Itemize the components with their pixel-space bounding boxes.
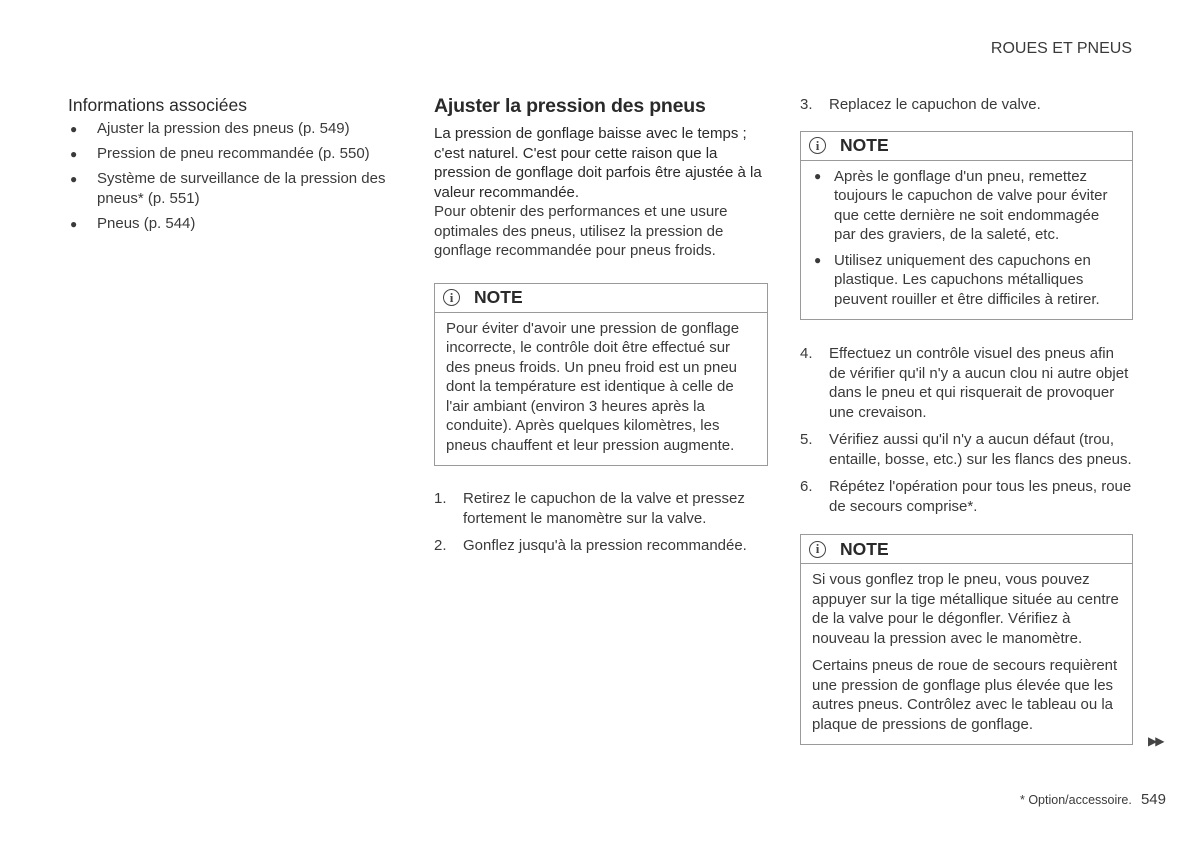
note-header bbox=[801, 132, 1132, 161]
step-item: 2. Gonflez jusqu'à la pression recommandée. bbox=[434, 537, 747, 554]
steps-list bbox=[434, 489, 768, 556]
bullet-icon: ● bbox=[70, 172, 78, 186]
body-paragraph: Pour obtenir des performances et une usure optimales des pneus, utilisez la pression de gonflage recommandée pour pneus froids. bbox=[434, 203, 728, 259]
page-title: Ajuster la pression des pneus bbox=[434, 95, 706, 117]
bullet-icon: ● bbox=[70, 147, 78, 161]
note-body bbox=[435, 313, 767, 466]
note-header bbox=[435, 284, 767, 313]
related-list bbox=[68, 119, 398, 234]
note-title: NOTE bbox=[840, 135, 889, 155]
right-column bbox=[800, 95, 1133, 745]
related-info-column bbox=[68, 95, 398, 239]
note-title: NOTE bbox=[474, 287, 523, 307]
bullet-icon: ● bbox=[70, 122, 78, 136]
main-column bbox=[434, 95, 768, 564]
note-text: Pour éviter d'avoir une pression de gonflage incorrecte, le contrôle doit être effectué sur des pneus froids. Un pneu froid est un pneu dont la température est identique à celle de l'air ambiant (environ 3 heures après la conduite). Après quelques kilomètres, les pneus chauffent et leur pression augmente. bbox=[446, 319, 740, 454]
note-header bbox=[801, 535, 1132, 564]
step-item: 5. Vérifiez aussi qu'il n'y a aucun défaut (trou, entaille, bosse, etc.) sur les flancs des pneus. bbox=[800, 431, 1132, 468]
step-item: 4. Effectuez un contrôle visuel des pneus afin de vérifier qu'il n'y a aucun clou ni autre objet dans le pneu et qui risquerait de provoquer une crevaison. bbox=[800, 345, 1129, 421]
note-list bbox=[812, 167, 1122, 310]
note-body bbox=[801, 564, 1132, 744]
lead-paragraph: La pression de gonflage baisse avec le temps ; c'est naturel. C'est pour cette raison que la pression de gonflage doit parfois être ajustée à la valeur recommandée. bbox=[434, 125, 762, 201]
page-number: 549 bbox=[1140, 791, 1166, 808]
note-text: Si vous gonflez trop le pneu, vous pouvez appuyer sur la tige métallique située au centre de la valve pour le dégonfler. Vérifiez à nouveau la pression avec le manomètre. bbox=[812, 571, 1119, 647]
double-arrow-right-icon: ▶▶ bbox=[1148, 734, 1163, 748]
note-box bbox=[800, 534, 1133, 745]
step-item: 3. Replacez le capuchon de valve. bbox=[800, 96, 1041, 113]
related-link[interactable]: ● Ajuster la pression des pneus (p. 549) bbox=[70, 120, 350, 137]
note-text: Certains pneus de roue de secours requièrent une pression de gonflage plus élevée que les autres pneus. Contrôlez avec le tableau ou la plaque de pressions de gonflage. bbox=[812, 657, 1118, 733]
note-box bbox=[434, 283, 768, 467]
note-body bbox=[801, 161, 1132, 320]
bullet-icon: ● bbox=[814, 168, 822, 183]
step-item: 1. Retirez le capuchon de la valve et pressez fortement le manomètre sur la valve. bbox=[434, 490, 745, 527]
note-title: NOTE bbox=[840, 538, 889, 559]
footnote: * Option/accessoire. bbox=[1020, 793, 1132, 807]
bullet-icon: ● bbox=[70, 217, 78, 231]
steps-list bbox=[800, 344, 1133, 516]
note-box bbox=[800, 131, 1133, 321]
related-link[interactable]: ● Pneus (p. 544) bbox=[70, 215, 196, 232]
steps-list bbox=[800, 95, 1133, 115]
related-heading: Informations associées bbox=[68, 95, 247, 115]
section-header: ROUES ET PNEUS bbox=[990, 40, 1132, 57]
info-icon: i bbox=[443, 289, 460, 306]
bullet-icon: ● bbox=[814, 252, 822, 267]
step-item: 6. Répétez l'opération pour tous les pneus, roue de secours comprise*. bbox=[800, 478, 1132, 515]
related-link[interactable]: ● Système de surveillance de la pression des pneus* (p. 551) bbox=[70, 170, 386, 207]
related-link[interactable]: ● Pression de pneu recommandée (p. 550) bbox=[70, 145, 370, 162]
note-list-item: ● Utilisez uniquement des capuchons en plastique. Les capuchons métalliques peuvent rouiller et être difficiles à retirer. bbox=[814, 251, 1100, 308]
info-icon: i bbox=[809, 541, 826, 558]
note-list-item: ● Après le gonflage d'un pneu, remettez toujours le capuchon de valve pour éviter que cette dernière ne soit endommagée par des graviers, de la saleté, etc. bbox=[814, 167, 1108, 243]
info-icon: i bbox=[809, 137, 826, 154]
